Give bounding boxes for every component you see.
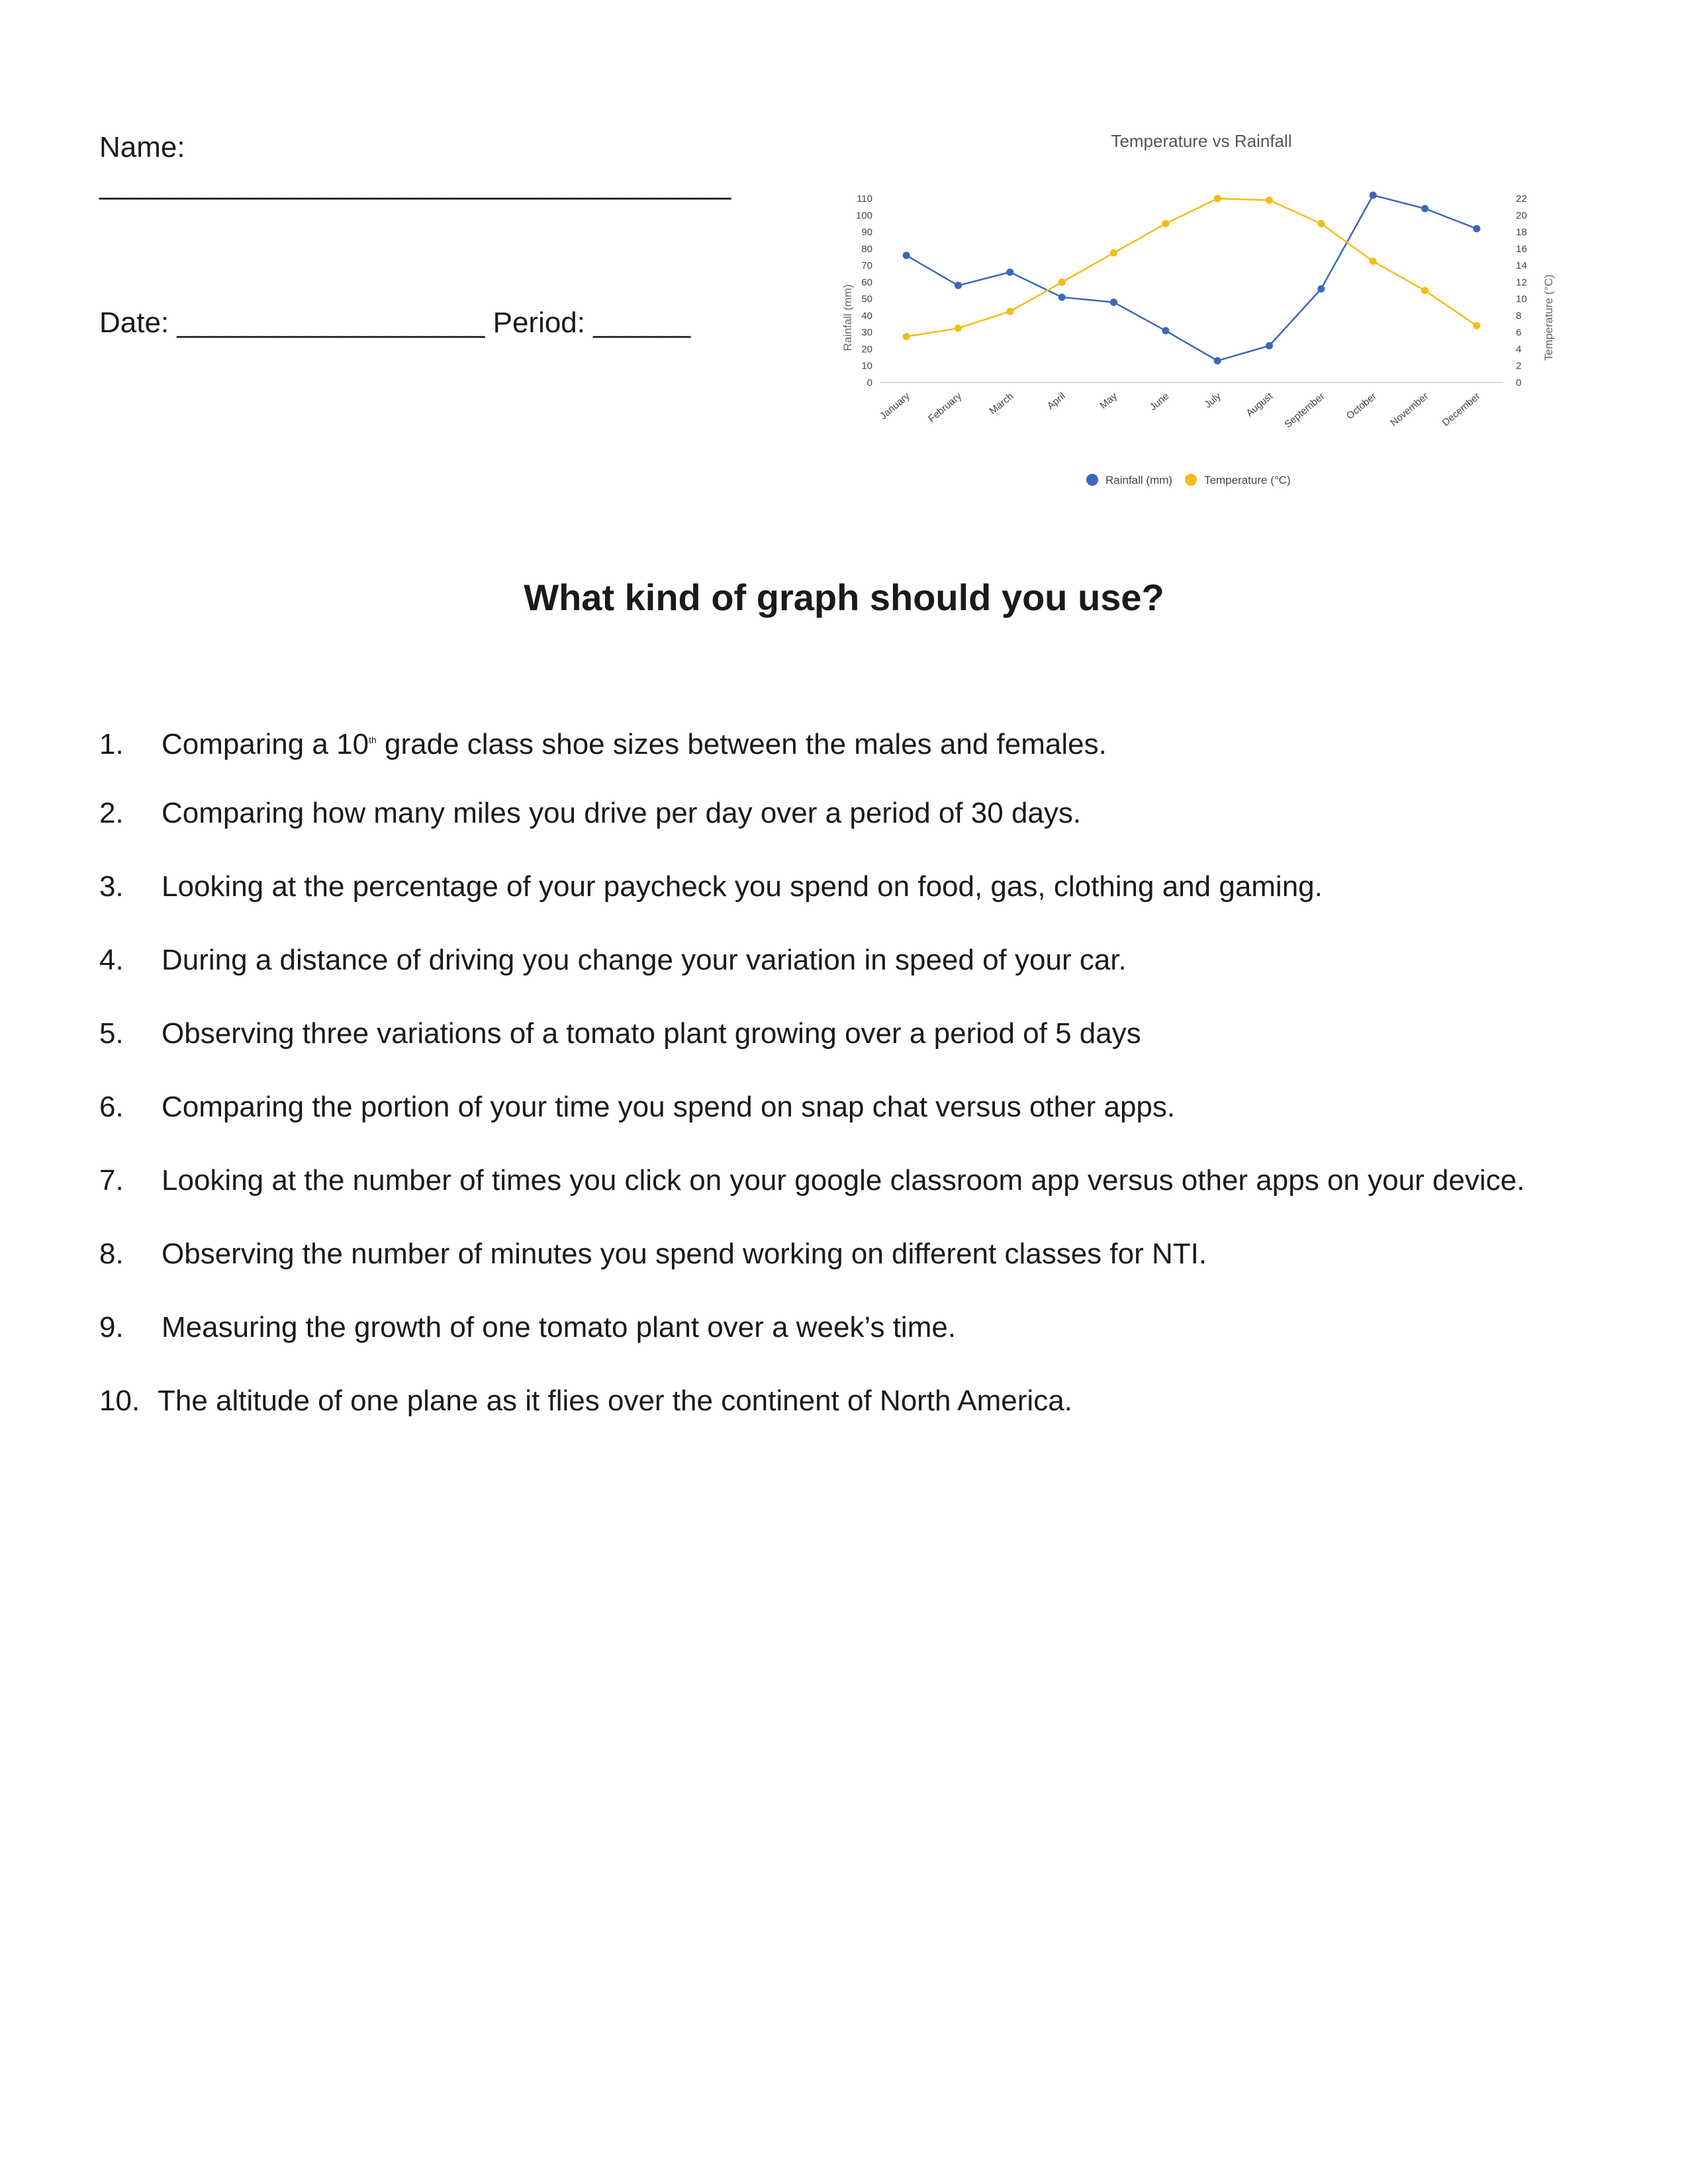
question-text: Measuring the growth of one tomato plant over a week’s time.: [162, 1311, 957, 1343]
data-point: [1162, 220, 1169, 227]
date-field-line[interactable]: ___________________: [177, 306, 485, 339]
x-tick-label: February: [926, 390, 964, 425]
y-tick-label-right: 6: [1516, 327, 1522, 339]
y-ticks-right: [1516, 193, 1527, 388]
y-ticks-left: [856, 193, 872, 388]
question-item: [99, 868, 1622, 942]
question-number: 9.: [99, 1311, 124, 1343]
data-point: [1473, 225, 1480, 232]
y-tick-label-left: 80: [861, 243, 872, 255]
series-line: [906, 199, 1477, 337]
x-tick-label: May: [1098, 390, 1120, 412]
y-tick-label-left: 90: [861, 226, 872, 238]
question-number: 3.: [99, 870, 124, 903]
question-item: [99, 1383, 1622, 1456]
data-point: [1214, 357, 1221, 365]
x-tick-label: March: [987, 390, 1016, 417]
data-point: [1162, 327, 1169, 334]
y-tick-label-left: 50: [861, 293, 872, 305]
y-tick-label-right: 4: [1516, 343, 1522, 355]
data-point: [1058, 279, 1066, 286]
chart-title: Temperature vs Rainfall: [1111, 131, 1292, 151]
question-number: 5.: [99, 1017, 124, 1050]
question-text: During a distance of driving you change your variation in speed of your car.: [162, 944, 1127, 976]
y-axis-label-left: Rainfall (mm): [841, 284, 854, 351]
period-field-line[interactable]: ______: [593, 306, 691, 339]
period-label: Period:: [492, 306, 586, 339]
question-text: The altitude of one plane as it flies over the continent of North America.: [158, 1385, 1072, 1417]
y-tick-label-left: 60: [861, 277, 872, 289]
data-point: [1266, 342, 1273, 349]
y-tick-label-left: 100: [855, 210, 872, 222]
data-point: [1421, 287, 1429, 295]
data-point: [955, 324, 962, 332]
question-number: 6.: [99, 1091, 124, 1123]
question-item: [99, 795, 1622, 868]
question-text: Observing three variations of a tomato plant growing over a period of 5 days: [162, 1017, 1141, 1050]
question-text: Comparing the portion of your time you spend on snap chat versus other apps.: [162, 1091, 1176, 1123]
question-item: [99, 1089, 1622, 1162]
y-tick-label-right: 2: [1516, 360, 1522, 372]
name-field-line[interactable]: _______________________________________: [99, 168, 731, 201]
question-item: [99, 1015, 1622, 1089]
x-tick-label: December: [1440, 390, 1483, 429]
question-item: [99, 1309, 1622, 1383]
data-point: [1266, 197, 1273, 204]
date-period-row: [99, 304, 690, 341]
question-item: [99, 942, 1622, 1015]
data-point: [1317, 220, 1325, 227]
x-tick-label: August: [1244, 390, 1276, 420]
question-text-start: Comparing a 10: [162, 728, 369, 760]
y-tick-label-left: 20: [861, 343, 872, 355]
y-tick-label-right: 8: [1516, 310, 1522, 322]
y-tick-label-right: 14: [1516, 260, 1527, 272]
x-tick-label: April: [1045, 390, 1068, 412]
y-tick-label-left: 40: [861, 310, 872, 322]
ordinal-suffix: th: [369, 735, 377, 745]
data-point: [1317, 285, 1325, 293]
data-point: [1110, 298, 1117, 306]
x-tick-label: September: [1282, 390, 1327, 431]
y-tick-label-left: 0: [867, 377, 872, 388]
date-label: Date:: [99, 306, 169, 339]
question-text: Looking at the number of times you click on your google classroom app versus other apps on your device.: [162, 1164, 1525, 1197]
y-tick-label-right: 20: [1516, 210, 1527, 222]
name-section: [99, 129, 735, 203]
y-tick-label-left: 30: [861, 327, 872, 339]
question-item: [99, 1162, 1622, 1236]
legend-marker: [1185, 474, 1197, 486]
y-tick-label-right: 10: [1516, 293, 1527, 305]
question-number: 10.: [99, 1385, 140, 1417]
data-point: [955, 282, 962, 289]
y-tick-label-right: 22: [1516, 193, 1527, 205]
data-point: [1370, 257, 1377, 265]
chart-legend: [1086, 474, 1291, 486]
question-number: 4.: [99, 944, 124, 976]
question-number: 1.: [99, 728, 124, 760]
question-text: Comparing how many miles you drive per day over a period of 30 days.: [162, 797, 1082, 829]
x-tick-label: October: [1344, 390, 1379, 422]
data-point: [1473, 322, 1480, 330]
data-point: [1006, 269, 1013, 276]
y-tick-label-left: 110: [857, 193, 872, 205]
question-number: 7.: [99, 1164, 124, 1197]
question-list: [99, 721, 1622, 1456]
y-tick-label-right: 16: [1516, 243, 1527, 255]
y-tick-label-right: 18: [1516, 226, 1527, 238]
data-point: [1006, 308, 1013, 315]
x-tick-label: January: [877, 390, 912, 422]
x-tick-label: November: [1388, 390, 1431, 429]
question-number: 2.: [99, 797, 124, 829]
question-text: Looking at the percentage of your paycheck you spend on food, gas, clothing and gaming.: [162, 870, 1323, 903]
temperature-rainfall-chart: [827, 126, 1595, 503]
data-point: [1370, 191, 1377, 199]
data-point: [1421, 205, 1429, 212]
worksheet-title: What kind of graph should you use?: [524, 576, 1164, 618]
question-item: [99, 721, 1622, 795]
data-point: [903, 251, 910, 259]
y-tick-label-right: 12: [1516, 277, 1527, 289]
chart-svg: [827, 126, 1595, 503]
y-tick-label-left: 70: [861, 260, 872, 272]
data-point: [1058, 294, 1066, 301]
data-point: [1214, 195, 1221, 203]
x-ticks: [878, 390, 1482, 431]
legend-label: Temperature (°C): [1204, 474, 1291, 486]
legend-marker: [1086, 474, 1098, 486]
data-point: [903, 333, 910, 340]
x-tick-label: July: [1202, 390, 1223, 411]
y-tick-label-left: 10: [861, 360, 872, 372]
x-tick-label: June: [1147, 390, 1172, 413]
legend-label: Rainfall (mm): [1105, 474, 1173, 486]
question-number: 8.: [99, 1238, 124, 1270]
data-point: [1110, 250, 1117, 257]
chart-series: [903, 191, 1481, 364]
series-line: [906, 195, 1477, 361]
question-item: [99, 1236, 1622, 1309]
question-text-end: grade class shoe sizes between the males and females.: [376, 728, 1107, 760]
name-label: Name:: [99, 131, 185, 163]
question-text: Observing the number of minutes you spend working on different classes for NTI.: [162, 1238, 1207, 1270]
y-axis-label-right: Temperature (°C): [1542, 274, 1555, 361]
y-tick-label-right: 0: [1516, 377, 1522, 388]
